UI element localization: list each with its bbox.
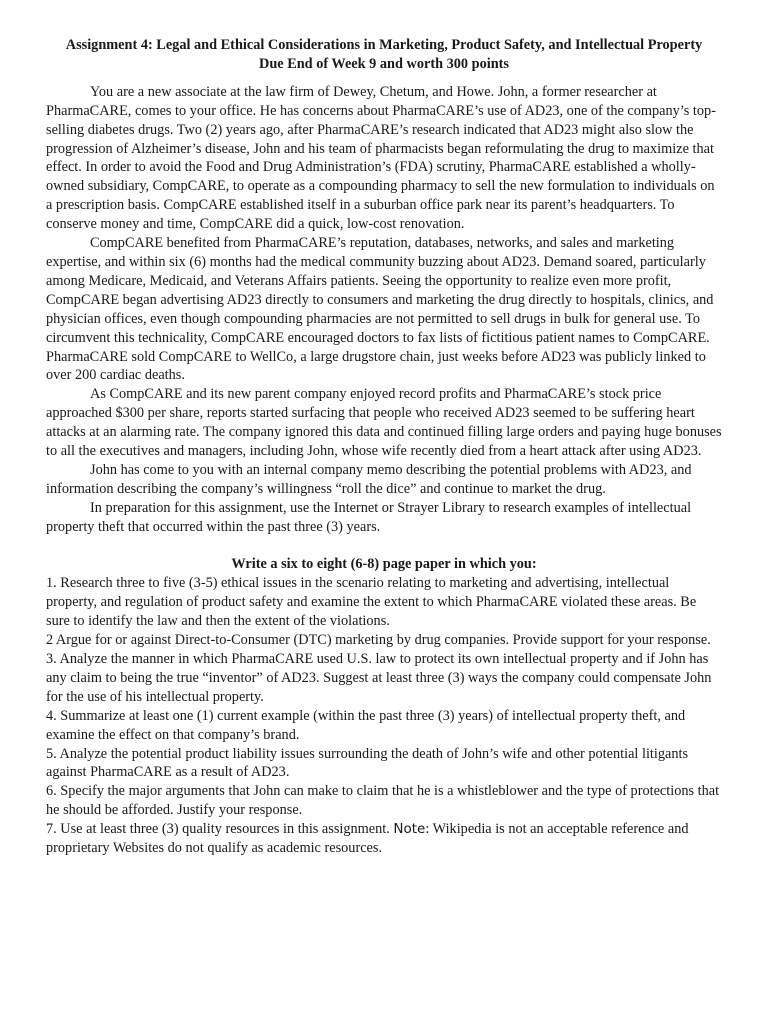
task-item: 6. Specify the major arguments that John can make to claim that he is a whistleblower and the type of protections that he should be afforded. Justify your response. [46, 783, 720, 819]
scenario-paragraph: CompCARE benefited from PharmaCARE’s reputation, databases, networks, and sales and marketing expertise, and within six (6) months had the medical community buzzing about AD23. Demand soared, particularly among Medicare, Medicaid, and Veterans Affairs patients. Seeing the opportunity to realize even more profit, CompCARE began advertising AD23 directly to consumers and marketing the drug directly to hospitals, clinics, and physician offices, even though compounding pharmacies are not permitted to sell drugs in bulk for general use. To circumvent this technicality, CompCARE encouraged doctors to fax lists of fictitious patient names to CompCARE. PharmaCARE sold CompCARE to WellCo, a large drugstore chain, just weeks before AD23 was publicly linked to over 200 cardiac deaths. [46, 235, 714, 384]
task-item: 1. Research three to five (3-5) ethical issues in the scenario relating to marketing and advertising, intellectual property, and regulation of product safety and examine the extent to which PharmaCARE violated these areas. Be sure to identify the law and then the extent of the violations. [46, 575, 697, 630]
scenario-paragraph: You are a new associate at the law firm of Dewey, Chetum, and Howe. John, a former researcher at PharmaCARE, comes to your office. He has concerns about PharmaCARE’s use of AD23, one of the company’s top-selling diabetes drugs. Two (2) years ago, after PharmaCARE’s research indicated that AD23 might also slow the progression of Alzheimer’s disease, John and his team of pharmacists began reformulating the drug to maximize that effect. In order to avoid the Food and Drug Administration’s (FDA) scrutiny, PharmaCARE established a wholly-owned subsidiary, CompCARE, to operate as a compounding pharmacy to sell the new formulation to individuals on a prescription basis. CompCARE established itself in a suburban office park near its parent’s headquarters. To conserve money and time, CompCARE did a quick, low-cost renovation. [46, 83, 716, 233]
assignment-title: Assignment 4: Legal and Ethical Considerations in Marketing, Product Safety, and Intellectual Property [65, 37, 703, 53]
task-item-text: 7. Use at least three (3) quality resources in this assignment. [46, 821, 394, 838]
task-item-note-text: : Wikipedia is not an acceptable reference and proprietary Websites do not qualify as academic resources. [46, 821, 689, 857]
task-item: 3. Analyze the manner in which PharmaCARE used U.S. law to protect its own intellectual property and if John has any claim to being the true “inventor” of AD23. Suggest at least three (3) ways the company could compensate John for the use of his intellectual property. [46, 650, 712, 705]
scenario-paragraph: John has come to you with an internal company memo describing the potential problems with AD23, and information describing the company’s willingness “roll the dice” and continue to market the drug. [46, 461, 692, 497]
assignment-due-line: Due End of Week 9 and worth 300 points [259, 55, 509, 72]
task-item: 2 Argue for or against Direct-to-Consumer (DTC) marketing by drug companies. Provide support for your response. [46, 632, 711, 649]
document-page [46, 36, 722, 858]
scenario-section [46, 83, 722, 537]
note-label: Note [393, 821, 426, 838]
scenario-paragraph: In preparation for this assignment, use the Internet or Strayer Library to research examples of intellectual property theft that occurred within the past three (3) years. [46, 499, 692, 535]
section-spacer [46, 537, 722, 556]
task-item: 4. Summarize at least one (1) current example (within the past three (3) years) of intellectual property theft, and examine the effect on that company’s brand. [46, 707, 686, 743]
task-item-last [46, 820, 722, 858]
title-block [46, 36, 722, 74]
task-item: 5. Analyze the potential product liability issues surrounding the death of John’s wife and other potential litigants against PharmaCARE as a result of AD23. [46, 745, 689, 781]
scenario-paragraph: As CompCARE and its new parent company enjoyed record profits and PharmaCARE’s stock price approached $300 per share, reports started surfacing that people who received AD23 seemed to be suffering heart attacks at an alarming rate. The company ignored this data and continued filling large orders and paying huge bonuses to all the executives and managers, including John, whose wife recently died from a heart attack after using AD23. [46, 386, 722, 460]
task-list-section [46, 555, 722, 858]
task-list-heading: Write a six to eight (6-8) page paper in which you: [231, 556, 537, 573]
